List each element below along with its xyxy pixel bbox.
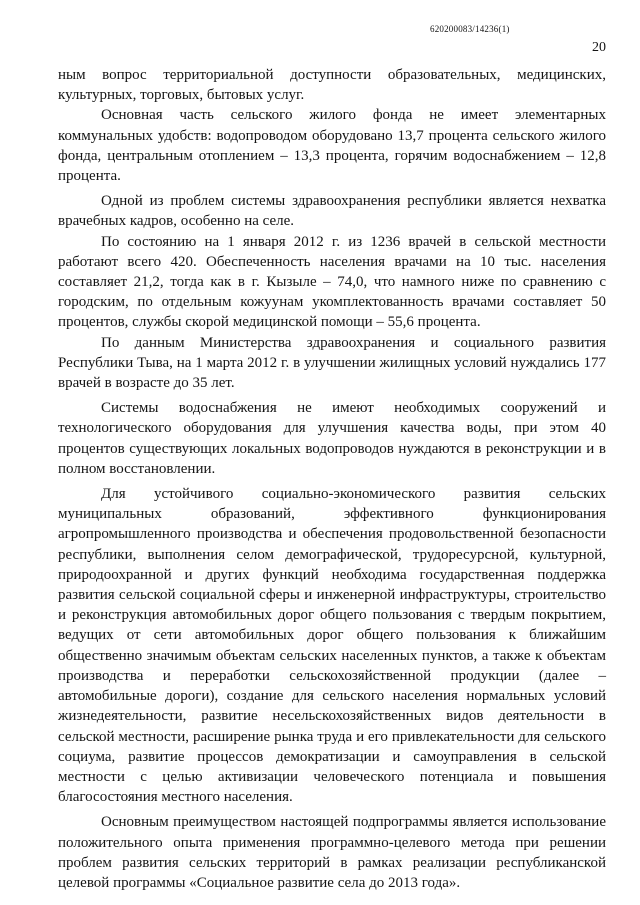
paragraph-ministry-data: По данным Министерства здравоохранения и социального развития Республики Тыва, на 1 марта 2012 г. в улучшении жилищных условий нуждались 177 врачей в возрасте до 35 лет. (58, 334, 606, 392)
paragraph-territorial-access: ным вопрос территориальной доступности образовательных, медицинских, культурных, торговых, бытовых услуг. (58, 67, 606, 104)
paragraph-housing-utilities: Основная часть сельского жилого фонда не имеет элементарных коммунальных удобств: водопроводом оборудовано 13,7 процента сельского жилого фонда, центральным отоплением – 13,3 процента, горячим водоснабжением – 12,8 процента. (58, 107, 606, 185)
page-number: 20 (592, 40, 606, 55)
paragraph-subprogram-advantage: Основным преимуществом настоящей подпрограммы является использование положительного опыта применения программно-целевого метода при решении проблем развития сельских территорий в рамках реализации республиканской целевой программы «Социальное развитие села до 2013 года». (58, 814, 606, 891)
document-body (58, 65, 606, 893)
document-id: 620200083/14236(1) (430, 24, 510, 34)
paragraph-doctor-statistics: По состоянию на 1 января 2012 г. из 1236 врачей в сельской местности работают всего 420. Обеспеченность населения врачами на 10 тыс. населения составляет 21,2, тогда как в г. Кызыле – 74,0, что намного ниже по сравнению с городским, по отдельным кожуунам укомплектованность врачами составляет 50 процентов, службы скорой медицинской помощи – 55,6 процента. (58, 233, 606, 331)
paragraph-healthcare-staff: Одной из проблем системы здравоохранения республики является нехватка врачебных кадров, особенно на селе. (58, 193, 606, 230)
paragraph-development-needs: Для устойчивого социально-экономического развития сельских муниципальных образований, эффективного функционирования агропромышленного производства и обеспечения продовольственной безопасности республики, выполнения селом демографической, трудоресурсной, культурной, природоохранной и других функций необходима государственная поддержка развития сельской социальной сферы и инженерной инфраструктуры, строительство и реконструкция автомобильных дорог общего пользования с твердым покрытием, ведущих от сети автомобильных дорог общего пользования к ближайшим общественно значимым объектам сельских населенных пунктов, а также к объектам производства и переработки сельскохозяйственной продукции (далее – автомобильные дороги), создание для сельского населения нормальных условий жизнедеятельности, развитие несельскохозяйственных видов деятельности в сельской местности, расширение рынка труда и его привлекательности для сельского социума, развитие процессов демократизации и самоуправления в сельской местности с целью активизации человеческого потенциала и повышения благосостояния местного населения. (58, 486, 606, 806)
paragraph-water-supply: Системы водоснабжения не имеют необходимых сооружений и технологического оборудования для улучшения качества воды, при этом 40 процентов существующих локальных водопроводов нуждаются в реконструкции и в полном восстановлении. (58, 400, 606, 477)
